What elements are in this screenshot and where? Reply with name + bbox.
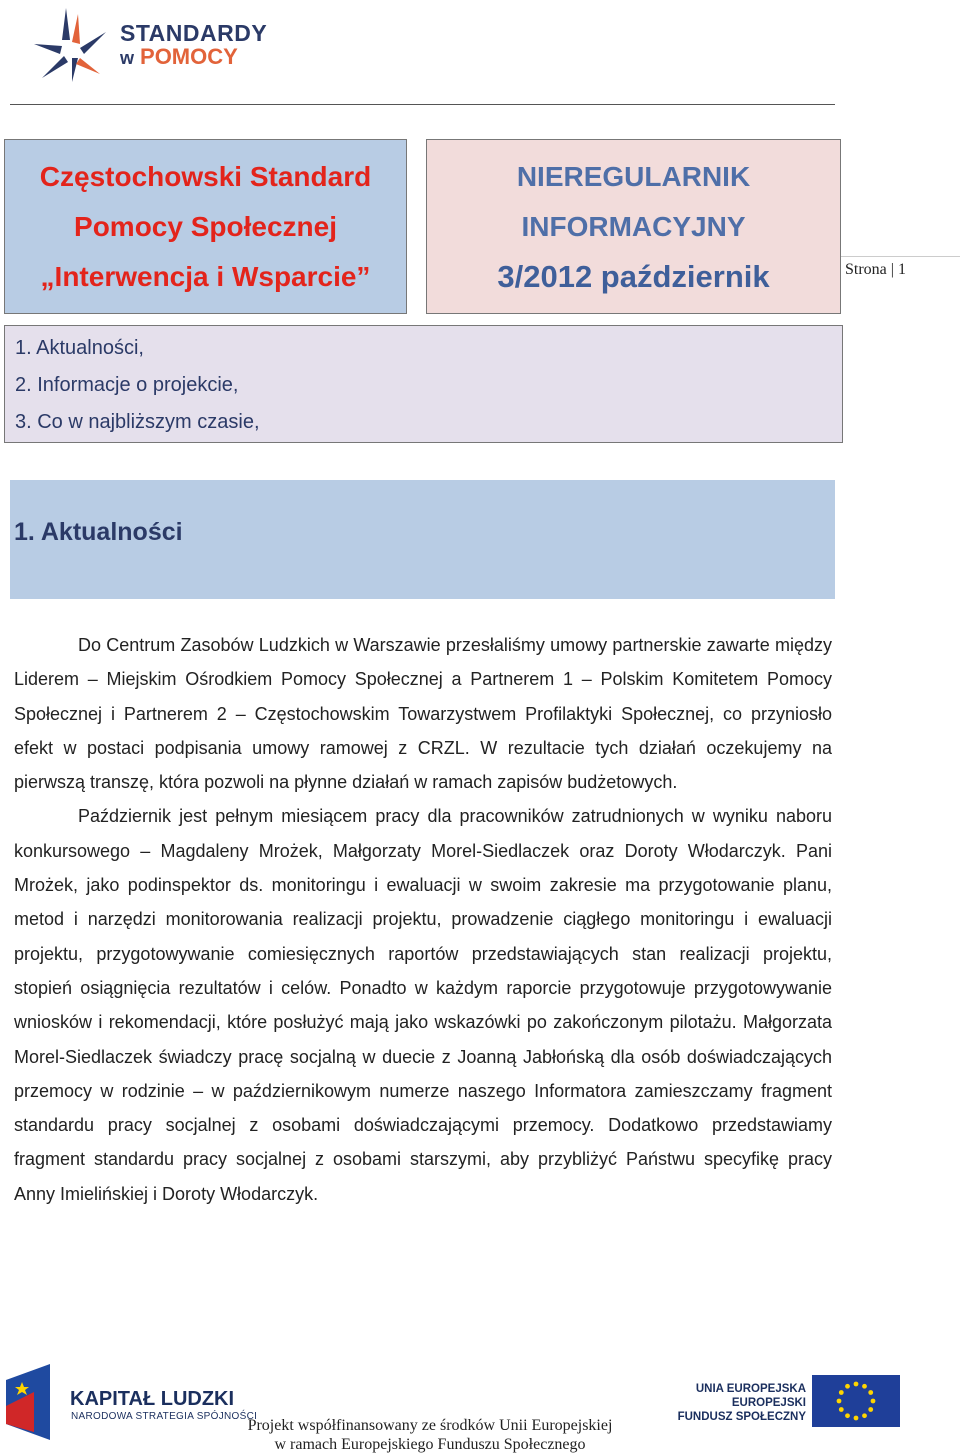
eu-star xyxy=(845,1413,850,1418)
eu-star xyxy=(871,1399,876,1404)
cofinancing-line1: Projekt współfinansowany ze środków Unii Europejskiej xyxy=(247,1417,613,1434)
logo-subtitle xyxy=(120,44,238,70)
eu-star xyxy=(839,1407,844,1412)
kapital-ludzki-title: KAPITAŁ LUDZKI xyxy=(70,1388,235,1410)
eu-line2: EUROPEJSKI xyxy=(731,1397,806,1409)
eu-flag-icon xyxy=(812,1375,900,1427)
standard-title-box xyxy=(4,139,407,314)
cofinancing-note xyxy=(230,1416,630,1454)
eu-star xyxy=(854,1416,859,1421)
eu-star xyxy=(839,1390,844,1395)
eu-line1: UNIA EUROPEJSKA xyxy=(695,1383,806,1395)
paragraph-2: Październik jest pełnym miesiącem pracy dla pracowników zatrudnionych w wyniku naboru konkursowego – Magdaleny Mrożek, Małgorzaty Morel-Siedlaczek oraz Doroty Włodarczyk. Pani Mrożek, jako podinspektor ds. monitoringu i ewaluacji w swoim zakresie ma przygotowanie planu, metod i narzędzi monitorowania realizacji projektu, prowadzenie ciągłego monitoringu i ewaluacji projektu, przygotowywanie comiesięcznych raportów przedstawiających stan realizacji projektu, stopień osiągnięcia rezultatów i celów. Ponadto w każdym raporcie przygotowuje przygotowywanie wniosków i rekomendacji, które posłużyć mają jako wskazówki po zakończonym pilotażu. Małgorzata Morel-Siedlaczek świadczy pracę socjalną w duecie z Joanną Jabłońską dla osób doświadczających przemocy w rodzinie – w październikowym numerze naszego Informatora zamieszczamy fragment standardu pracy socjalnej z osobami doświadczającymi przemocy. Dodatkowo przedstawiamy fragment standardu pracy socjalnej z osobami starszymi, aby przybliżyć Państwu specyfikę pracy Anny Imielińskiej i Doroty Włodarczyk. xyxy=(14,806,832,1204)
logo-w: w xyxy=(120,48,135,68)
toc-item-informacje[interactable]: 2. Informacje o projekcie, xyxy=(15,374,239,396)
toc-item-najblizszy-czas[interactable]: 3. Co w najbliższym czasie, xyxy=(15,411,260,433)
eu-star xyxy=(854,1382,859,1387)
page-number: Strona | 1 xyxy=(845,261,906,278)
paragraph-1: Do Centrum Zasobów Ludzkich w Warszawie przesłaliśmy umowy partnerskie zawarte między Liderem – Miejskim Ośrodkiem Pomocy Społecznej a Partnerem 1 – Polskim Komitetem Pomocy Społecznej i Partnerem 2 – Częstochowskim Towarzystwem Profilaktyki Społecznej, co przyniosło efekt w postaci podpisania umowy ramowej z CRZL. W rezultacie tych działań oczekujemy na pierwszą transzę, która pozwoli na płynne działań w ramach zapisów budżetowych. xyxy=(14,635,832,793)
kapital-ludzki-subtitle: NARODOWA STRATEGIA SPÓJNOŚCI xyxy=(71,1411,258,1422)
eu-line3: FUNDUSZ SPOŁECZNY xyxy=(677,1411,806,1423)
page-number-divider xyxy=(841,256,960,257)
eu-star xyxy=(868,1390,873,1395)
cofinancing-line2: w ramach Europejskiego Funduszu Społecznego xyxy=(274,1436,586,1453)
standard-title-line3: „Interwencja i Wsparcie” xyxy=(40,260,371,292)
section-title: 1. Aktualności xyxy=(14,518,183,546)
section-body xyxy=(14,628,832,1211)
standard-title-line2: Pomocy Społecznej xyxy=(74,210,337,242)
eu-fund-label xyxy=(676,1382,806,1424)
kapital-ludzki-logo-icon xyxy=(4,1362,52,1442)
logo-pomocy: POMOCY xyxy=(140,44,238,69)
standard-title-line1: Częstochowski Standard xyxy=(39,160,372,192)
eu-star xyxy=(845,1384,850,1389)
header-divider xyxy=(10,104,835,105)
logo-title: STANDARDY xyxy=(120,20,268,46)
eu-star xyxy=(862,1413,867,1418)
table-of-contents xyxy=(4,325,843,443)
eu-star xyxy=(862,1384,867,1389)
eu-star xyxy=(837,1399,842,1404)
newsletter-issue: 3/2012 październik xyxy=(497,258,770,294)
eu-star xyxy=(868,1407,873,1412)
newsletter-title-box xyxy=(426,139,841,314)
toc-item-aktualnosci[interactable]: 1. Aktualności, xyxy=(15,337,144,359)
newsletter-title-line1: NIEREGULARNIK xyxy=(516,160,751,192)
newsletter-title-line2: INFORMACYJNY xyxy=(521,210,746,242)
standardy-logo-icon xyxy=(28,4,114,84)
